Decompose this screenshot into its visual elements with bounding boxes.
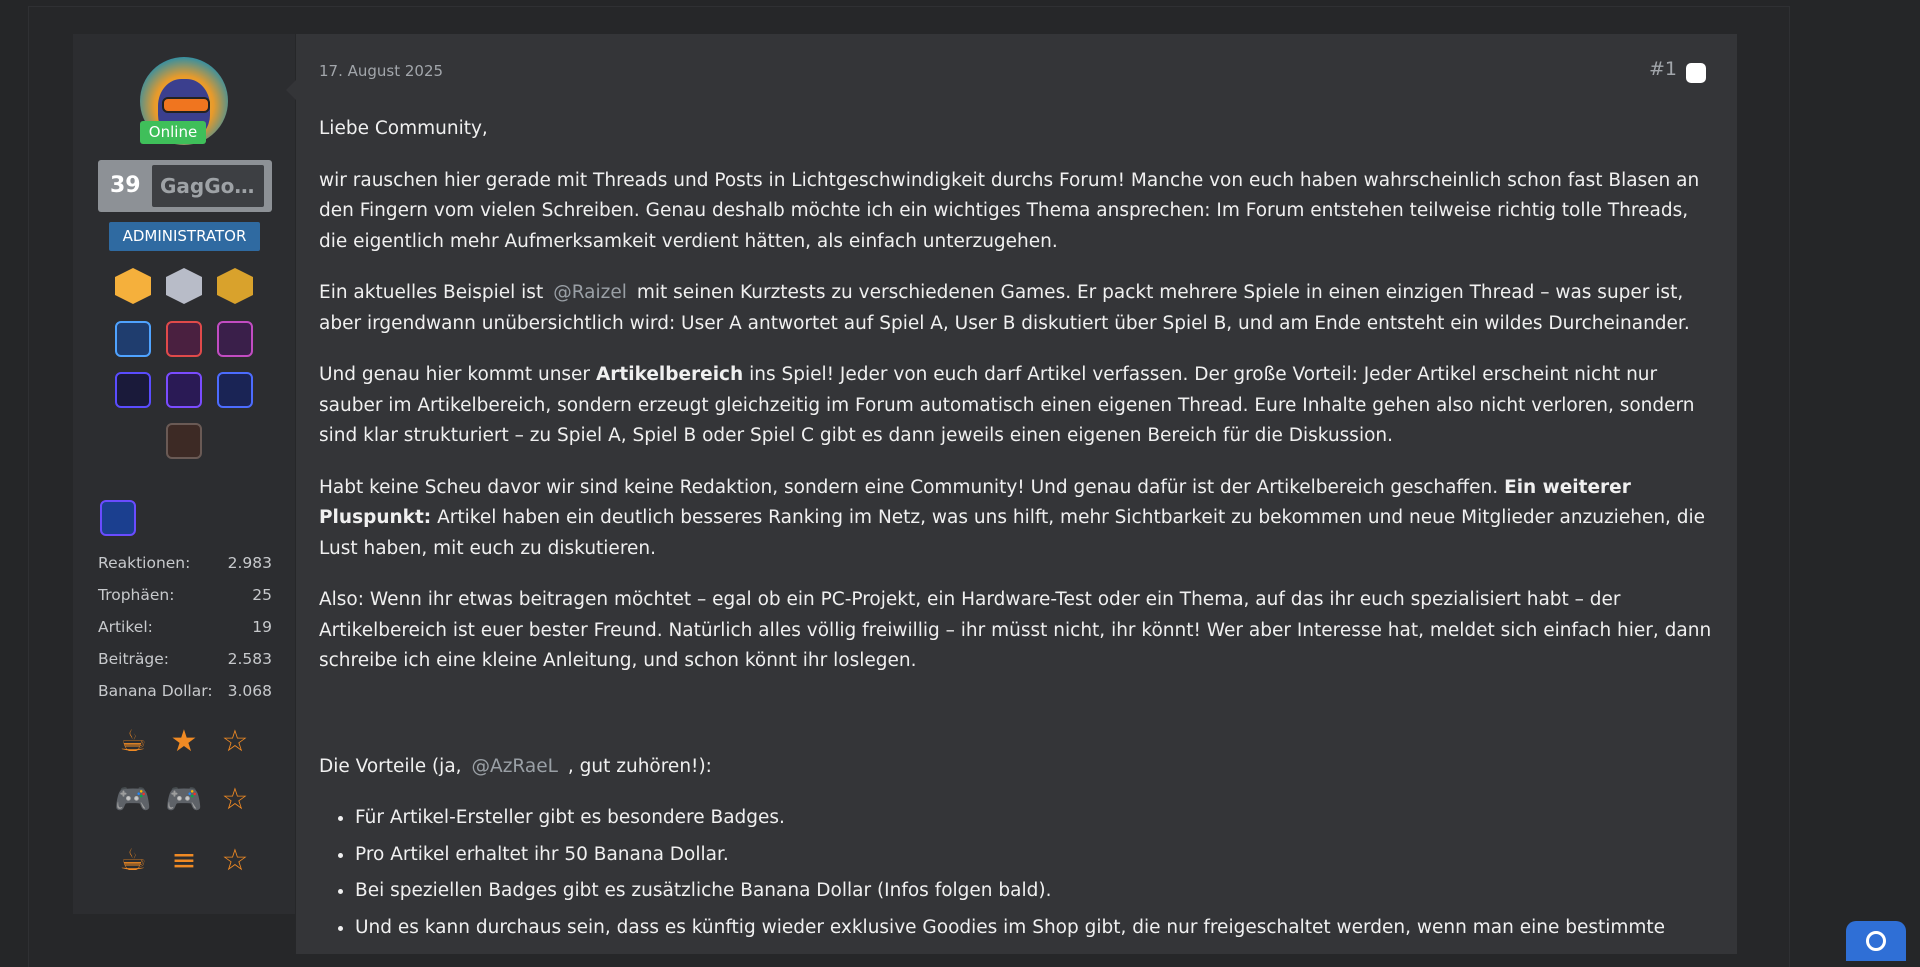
avatar-glasses: [162, 97, 210, 113]
text-segment: Und genau hier kommt unser: [319, 364, 591, 385]
list-item: • Für Artikel-Ersteller gibt es besondere Badges.: [355, 803, 1719, 834]
post-date[interactable]: 17. August 2025: [319, 62, 444, 80]
sandwich-icon[interactable]: ≡: [171, 843, 197, 878]
list-item: • Und es kann durchaus sein, dass es künftig wieder exklusive Goodies im Shop gibt, die nur freigeschaltet werden, wenn man eine bestimmte: [355, 913, 1719, 944]
post-paragraph: wir rauschen hier gerade mit Threads und Posts in Lichtgeschwindigkeit durchs Forum! Manche von euch haben wahrscheinlich schon fast Blasen an den Fingern vom vielen Schreiben. Genau deshalb möchte ich ein wichtiges Thema ansprechen: Im Forum entstehen teilweise richtig tolle Threads, die eigentlich mehr Aufmerksamkeit verdient hätten, als einfach unterzugehen.: [319, 169, 1700, 252]
user-mention-link[interactable]: @Raizel: [553, 282, 627, 303]
villain-icon[interactable]: [166, 423, 202, 459]
headset-icon[interactable]: [115, 372, 151, 408]
star-thumbs-icon[interactable]: ☆: [221, 724, 249, 759]
user-level: 39: [110, 173, 141, 198]
post-paragraph: [319, 473, 1719, 565]
uv-badge-icon[interactable]: [166, 372, 202, 408]
star-thumbs-icon[interactable]: ☆: [221, 782, 249, 817]
post-greeting: Liebe Community,: [319, 118, 488, 139]
stat-label: Beiträge:: [98, 650, 170, 668]
text-segment: Artikel haben ein deutlich besseres Ranking im Netz, was uns hilft, mehr Sichtbarkeit zu bekommen und neue Mitglieder anzuziehen, die Lust haben, mit euch zu diskutieren.: [319, 507, 1706, 559]
stat-value: 19: [252, 618, 272, 636]
stat-banana-dollar: [98, 680, 272, 712]
stat-label: Artikel:: [98, 618, 153, 636]
user-level-box[interactable]: [98, 160, 272, 212]
text-segment: ins Spiel! Jeder von euch darf Artikel verfassen. Der große Vorteil: Jeder Artikel erscheint nicht nur sauber im Artikelbereich, sondern erzeugt gleichzeitig im Forum automatisch einen eigenen Thread. Eure Inhalte gehen also nicht verloren, sondern sind klar strukturiert – zu Spiel A, Spiel B oder Spiel C gibt es dann jeweils einen eigenen Bereich für die Diskussion.: [319, 364, 1695, 446]
checker-flag-icon[interactable]: [217, 321, 253, 357]
help-icon: [1866, 931, 1886, 951]
stat-value: 2.983: [227, 554, 272, 572]
post-number-link[interactable]: #1: [1649, 58, 1678, 80]
stat-value: 2.583: [227, 650, 272, 668]
star-chat-icon[interactable]: ★: [170, 724, 198, 759]
controller-trophy-icon[interactable]: 🎮: [114, 782, 152, 817]
online-status-badge: Online: [140, 121, 206, 144]
coffee-cup-icon[interactable]: ☕: [119, 724, 147, 759]
bold-text: Artikelbereich: [595, 364, 744, 385]
post-paragraph: Also: Wenn ihr etwas beitragen möchtet – egal ob ein PC-Projekt, ein Hardware-Test oder ein Thema, auf das ihr euch spezialisiert habt – der Artikelbereich ist euer bester Freund. Natürlich alles völlig freiwillig – ihr müsst nicht, ihr könnt! Wer aber Interesse hat, meldet sich einfach hier, dann schreibe ich eine kleine Anleitung, und schon könnt ihr loslegen.: [319, 589, 1712, 671]
text-segment: , gut zuhören!):: [567, 755, 712, 777]
username-link[interactable]: GagGor…: [152, 165, 264, 207]
chip-icon[interactable]: [166, 321, 202, 357]
help-button[interactable]: [1846, 921, 1906, 961]
stat-value: 3.068: [227, 682, 272, 700]
coffee-cup-icon[interactable]: ☕: [119, 843, 147, 878]
stat-trophies[interactable]: [98, 584, 272, 616]
stat-value: 25: [252, 586, 272, 604]
post-arrow: [286, 80, 296, 100]
user-stats: [98, 552, 272, 712]
stat-label: Trophäen:: [98, 586, 175, 604]
post-body: [319, 114, 1719, 949]
text-segment: Habt keine Scheu davor wir sind keine Redaktion, sondern eine Community! Und genau dafür ist der Artikelbereich geschaffen.: [319, 476, 1499, 498]
spacer: [319, 698, 1719, 752]
list-item: • Bei speziellen Badges gibt es zusätzliche Banana Dollar (Infos folgen bald).: [355, 876, 1719, 907]
controller-trophy-icon[interactable]: 🎮: [165, 782, 203, 817]
user-mention-link[interactable]: @AzRaeL: [471, 755, 558, 777]
post-paragraph: [319, 752, 1719, 783]
phone-stand-icon[interactable]: [100, 500, 136, 536]
post-select-checkbox[interactable]: [1686, 63, 1706, 83]
user-role-badge: ADMINISTRATOR: [109, 222, 260, 251]
monitor-icon[interactable]: [115, 321, 151, 357]
bold-text: Ein weiterer Pluspunkt:: [319, 476, 1631, 528]
text-segment: mit seinen Kurztests zu verschiedenen Games. Er packt mehrere Spiele in einen einzigen Thread – was super ist, aber irgendwann unübersichtlich wird: User A antwortet auf Spiel A, User B diskutiert über Spiel B, und am Ende entsteht ein wildes Durcheinander.: [319, 282, 1690, 334]
post-paragraph: [319, 278, 1719, 339]
list-item: • Pro Artikel erhaltet ihr 50 Banana Dollar.: [355, 840, 1719, 871]
text-segment: Die Vorteile (ja,: [319, 755, 462, 777]
stat-posts[interactable]: [98, 648, 272, 680]
post-paragraph: [319, 360, 1719, 452]
text-segment: Ein aktuelles Beispiel ist: [319, 282, 544, 303]
stat-reactions[interactable]: [98, 552, 272, 584]
stat-articles[interactable]: [98, 616, 272, 648]
flowchart-icon[interactable]: [217, 372, 253, 408]
benefits-list: [319, 803, 1719, 943]
star-thumbs-icon[interactable]: ☆: [221, 843, 249, 878]
stat-label: Banana Dollar:: [98, 682, 213, 700]
stat-label: Reaktionen:: [98, 554, 191, 572]
